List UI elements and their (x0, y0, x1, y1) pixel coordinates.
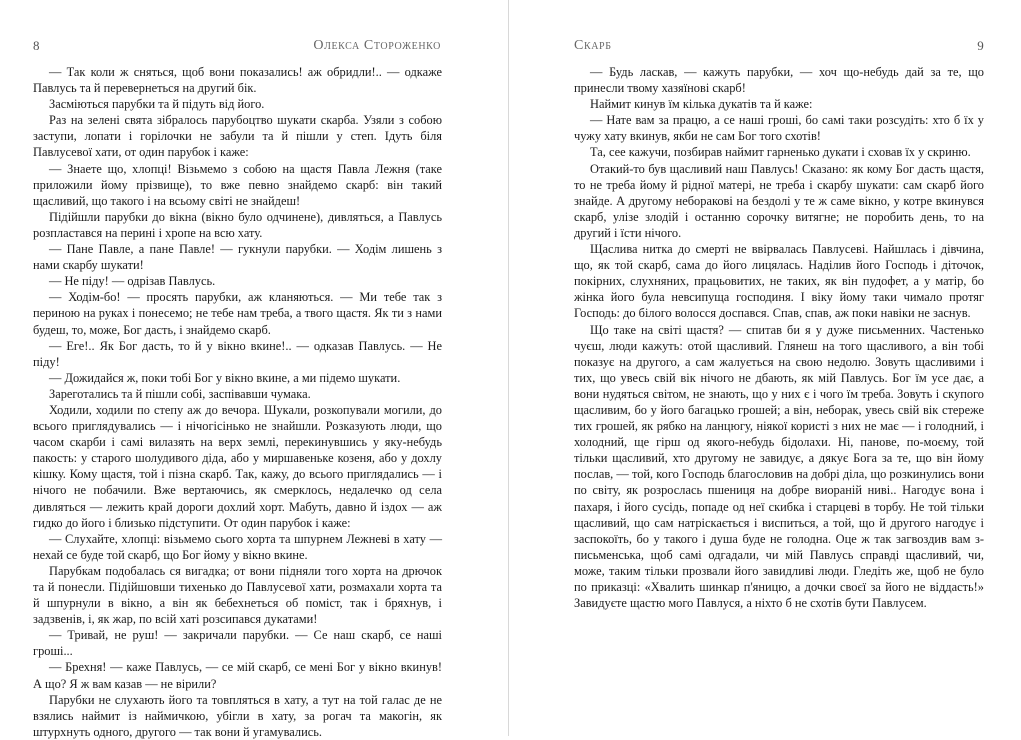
paragraph: — Дожидайся ж, поки тобі Бог у вікно вкине, а ми підемо шукати. (49, 370, 401, 385)
page-number: 9 (977, 38, 984, 53)
paragraph: Засміються парубки та й підуть від його. (49, 97, 265, 112)
paragraph: — Так коли ж сняться, щоб вони показались! аж обридли!.. — одкаже Павлусь та й перевернеться на другий бік. (33, 65, 442, 96)
left-page (0, 0, 508, 739)
paragraph: — Слухайте, хлопці: візьмемо сього хорта та шпурнем Лежневі в хату — нехай се буде той скарб, що Бог йому у вікно вкине. (33, 531, 442, 562)
paragraph: Отакий-то був щасливий наш Павлусь! Сказано: як кому Бог дасть щастя, то не треба йому й рідної матері, не треба і скарбу шукати: сам скарб його знайде. А другому неборакові на бездолі у те ж саме вікно, у котре вкинувся скарб, улізе злодій і останню сорочку витягне; не поробить день, то на другий і їсти нічого. (574, 161, 984, 240)
left-page-body (33, 64, 442, 740)
page-number: 8 (33, 38, 40, 53)
paragraph: — Брехня! — каже Павлусь, — се мій скарб, се мені Бог у вікно вкинув! А що? Я ж вам казав — не вірили? (33, 660, 442, 691)
paragraph: — Не піду! — одрізав Павлусь. (49, 274, 216, 289)
paragraph: Та, сее кажучи, позбирав наймит гарненько дукати і сховав їх у скриню. (590, 145, 971, 160)
running-title-author: Олекса Стороженко (313, 38, 441, 53)
paragraph: Що таке на світі щастя? — спитав би я у дуже письменних. Частенько чуєш, люди кажуть: отой щасливий. Глянеш на того щасливого, а він тобі показує на другого, а сам жалується на свою недолю. Зовуть щасливими і тих, що увесь свій вік нічого не дбають, як мій Павлусь. Бог їм усе дає, а вони нудяться світом, не знають, що у них є і чого їм треба. Зовуть і скупого щасливим, бо у його багацько грошей; а він, неборак, увесь свій вік стереже тих грошей, як рябко на ланцюгу, ніякої користі з них не має — і голодний, і холодний, ще гірш од якого-небудь бідолахи. Ні, панове, по-моєму, той тільки щасливий, хто другому не завидує, а дякує Бога за те, що він йому послав, — той, кого Господь благословив на добрі діла, що розкинулись вони по світу, як розрослась пшениця на добре виораній ниві.. Нагодує вона і пахаря, і його сусідь, попаде од неї скибка і старцеві в торбу. Не той тільки щасливий, що сам натріскається і виспиться, а той, що й другого нагодує і заспокоїть, бо у такого і душа буде не голодна. Оце ж так загвоздив вам з-письменська, щоб самі одгадали, чи мій Павлусь справді щасливий, чи, може, таким тільки прозвали його завидливі люди. Гледіть же, щоб не було по приказці: «Хвалить шинкар п'яницю, а дочки своєї за його не віддасть!» Завидуєте щастю мого Павлуся, а ніхто б не схотів бути Павлусем. (574, 322, 984, 611)
paragraph: Щаслива нитка до смерті не ввірвалась Павлусеві. Найшлась і дівчина, що, як той скарб, сама до його лицялась. Наділив його Господь і діточок, покірних, слухняних, працьовитих, не таких, як він пудофет, а у матір, бо жінка його була невсипуща господиня. І віку йому таки чимало протяг Господь: до білого волосся доспався. Спав, спав, аж поки навіки не заснув. (574, 242, 984, 321)
paragraph: Зареготались та й пішли собі, заспівавши чумака. (49, 386, 311, 401)
left-page-header (33, 38, 441, 56)
paragraph: Ходили, ходили по степу аж до вечора. Шукали, розкопували могили, до всього приглядувались — і нічогісінько не знайшли. Розказують люди, що часом скарби і самі вилазять на верх землі, перекинувшись у яку-небудь пакость: у старого шолудивого діда, або у миршавеньке козеня, або у дохлу кішку. Кому щастя, той і пізна скарб. Так, кажу, до всього приглядались — і нічого не побачили. Вже вертаючись, як смерклось, недалечко од села дивляться — лежить край дороги дохлий хорт. Мабуть, давно й іздох — аж гидко до його і близько підступити. От один парубок і каже: (33, 402, 442, 530)
paragraph: — Тривай, не руш! — закричали парубки. — Се наш скарб, се наші гроші... (33, 628, 442, 659)
right-page-body (574, 64, 984, 611)
paragraph: Парубки не слухають його та товпляться в хату, а тут на той галас де не взялись наймит із наймичкою, убігли в хату, за рогач та макогін, як штурхнуть одного, другого — так вони й угамувались. (33, 692, 442, 739)
page-gutter-divider (508, 0, 509, 736)
paragraph: Парубкам подобалась ся вигадка; от вони підняли того хорта на дрючок та й понесли. Підійшовши тихенько до Павлусевої хати, розмахали хорта та й шпурнули в вікно, а він як бебехнеться об поміст, так і бряхнув, і задзвенів, і, як жар, по всій хаті розсипався дукатами! (33, 563, 442, 627)
paragraph: — Нате вам за працю, а се наші гроші, бо самі таки розсудіть: хто б їх у чужу хату вкинув, якби не сам Бог того схотів! (574, 113, 984, 144)
paragraph: Підійшли парубки до вікна (вікно було одчинене), дивляться, а Павлусь розпластався на перині і хропе на всю хату. (33, 209, 442, 240)
paragraph: — Знаете що, хлопці! Візьмемо з собою на щастя Павла Лежня (таке приложили йому прізвище), то вже певно знайдемо скарб: він такий щасливий, що такого і на всьому світі не знайдеш! (33, 161, 442, 208)
paragraph: Наймит кинув їм кілька дукатів та й каже: (590, 97, 813, 112)
paragraph: — Ходім-бо! — просять парубки, аж кланяються. — Ми тебе так з периною на руках і понесемо; не тебе нам треба, а твого щастя. Як ти з нами будеш, то, може, Бог дасть, і знайдемо скарб. (33, 290, 442, 337)
paragraph: — Пане Павле, а пане Павле! — гукнули парубки. — Ходім лишень з нами скарбу шукати! (33, 242, 442, 273)
right-page-header (574, 38, 984, 56)
paragraph: — Еге!.. Як Бог дасть, то й у вікно вкине!.. — одказав Павлусь. — Не піду! (33, 338, 442, 369)
paragraph: Раз на зелені свята зібралось парубоцтво шукати скарба. Узяли з собою заступи, лопати і горілочки не забули та й пішли у степ. Ідуть біля Павлусевої хати, от один парубок і каже: (33, 113, 442, 160)
right-page (510, 0, 1021, 736)
paragraph: — Будь ласкав, — кажуть парубки, — хоч що-небудь дай за те, що принесли твому хазяїнові скарб! (574, 65, 984, 96)
running-title-story: Скарб (574, 38, 612, 53)
